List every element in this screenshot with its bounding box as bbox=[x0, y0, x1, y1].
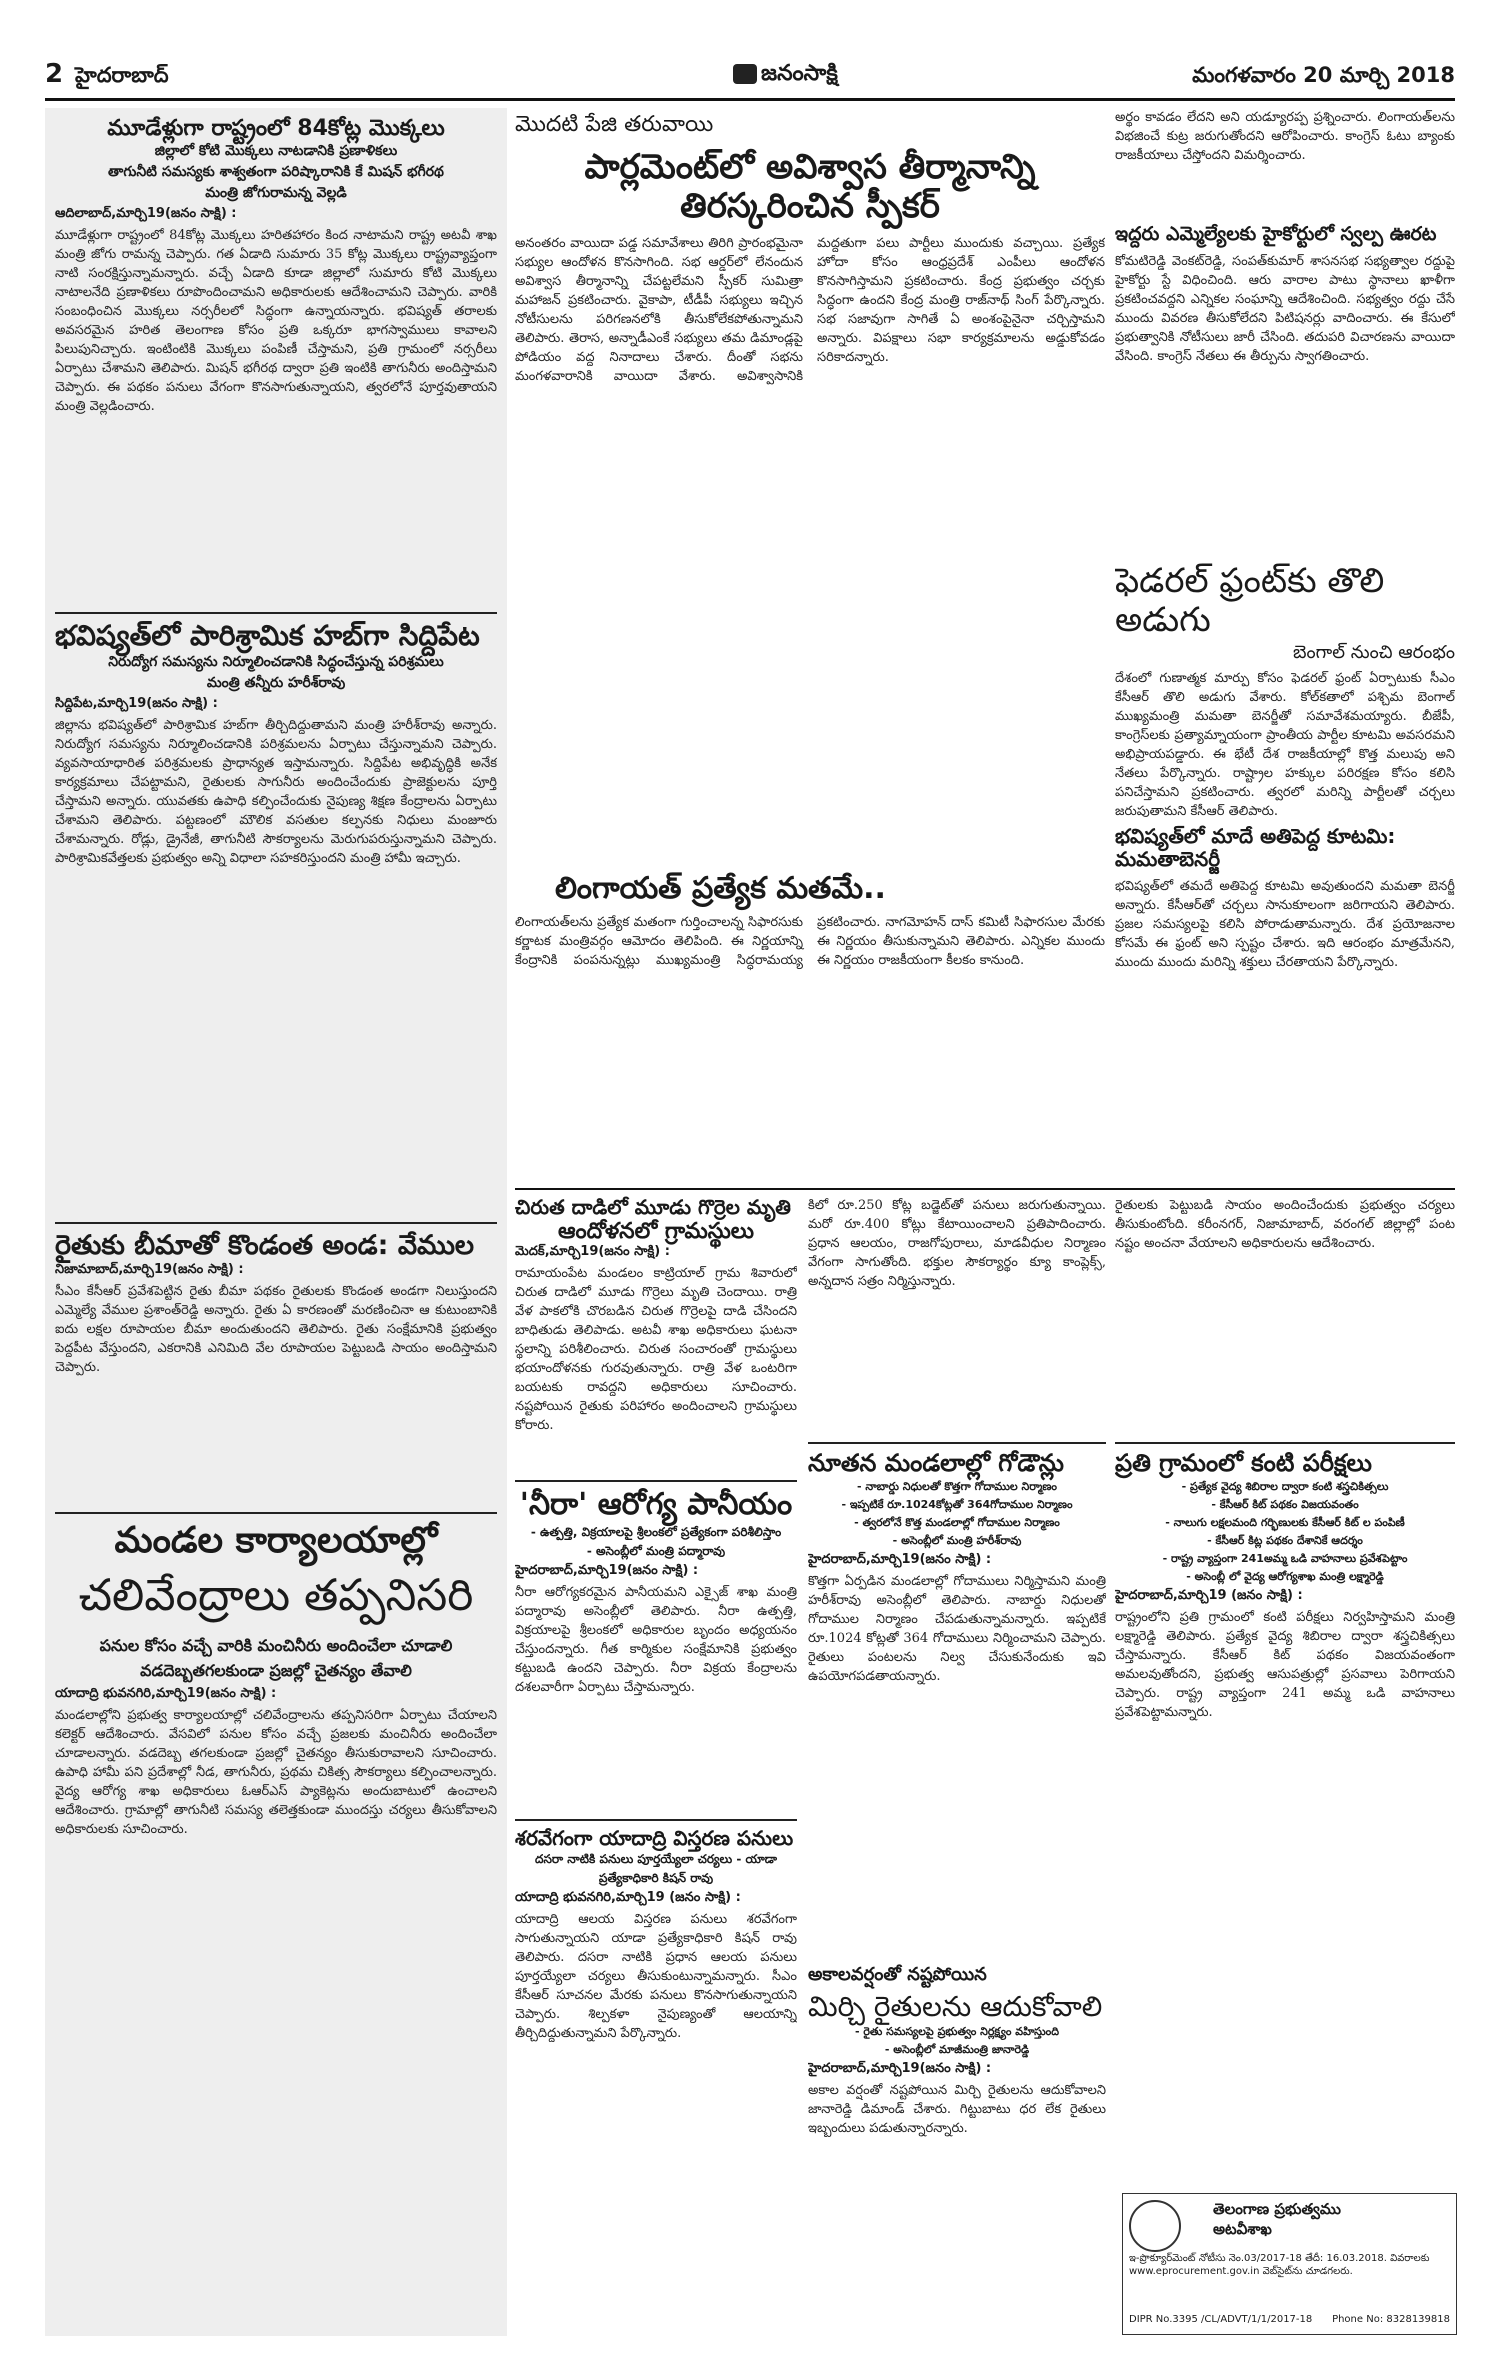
advert-department: అటవీశాఖ bbox=[1213, 2220, 1272, 2238]
godown-subhead2: - ఇప్పటికే రూ.1024కోట్లతో 364గోదాముల నిర్మాణం bbox=[841, 1497, 1073, 1511]
logo-text: జనంసాక్షి bbox=[761, 61, 838, 86]
eye-tests-headline: ప్రతి గ్రామంలో కంటి పరీక్షలు bbox=[1115, 1449, 1372, 1477]
government-advert bbox=[1122, 2193, 1457, 2335]
lingayat-headline: లింగాయత్ ప్రత్యేక మతమే.. bbox=[555, 871, 886, 907]
article1-dateline: ఆదిలాబాద్,మార్చి19(జనం సాక్షి) : bbox=[55, 206, 237, 222]
godown-subhead3: - త్వరలోనే కొత్త మండలాల్లో గోదాముల నిర్మాణం bbox=[854, 1515, 1060, 1529]
chili-subhead: - రైతు సమస్యలపై ప్రభుత్వం నిర్లక్ష్యం వహిస్తుంది bbox=[855, 2024, 1059, 2038]
lead-headline-line2: తిరస్కరించిన స్పీకర్ bbox=[680, 186, 940, 227]
divider bbox=[55, 1512, 497, 1514]
neera-body: నీరా ఆరోగ్యకరమైన పానీయమని ఎక్సైజ్ శాఖ మంత్రి పద్మారావు అసెంబ్లీలో తెలిపారు. నీరా ఉత్పత్తి, విక్రయాలపై శ్రీలంకలో అధికారుల బృందం అధ్యయనం చేస్తుందన్నారు. గీత కార్మికుల సంక్షేమానికి ప్రభుత్వం కట్టుబడి ఉందని చెప్పారు. నీరా విక్రయ కేంద్రాలను దశలవారీగా ఏర్పాటు చేస్తామన్నారు. bbox=[515, 1584, 797, 1695]
neera-dateline: హైదరాబాద్,మార్చి19(జనం సాక్షి) : bbox=[515, 1562, 699, 1578]
masthead-rule bbox=[45, 98, 1455, 101]
chili-dateline: హైదరాబాద్,మార్చి19(జనం సాక్షి) : bbox=[808, 2060, 992, 2076]
neera-headline: 'నీరా' ఆరోగ్య పానీయం bbox=[519, 1487, 793, 1523]
divider bbox=[1115, 1442, 1455, 1444]
eye-tests-subhead5: - రాష్ట్ర వ్యాప్తంగా 241అమ్మ ఒడి వాహనాలు ప్రవేశపెట్టాం bbox=[1162, 1551, 1408, 1565]
chili-headline: మిర్చి రైతులను ఆదుకోవాలి bbox=[808, 1989, 1103, 2023]
article2-subhead: నిరుద్యోగ సమస్యను నిర్మూలించడానికి సిద్ధంచేస్తున్న పరిశ్రమలు bbox=[108, 654, 444, 671]
yadadri-subhead: దసరా నాటికి పనులు పూర్తయ్యేలా చర్యలు - యాడా bbox=[534, 1851, 778, 1866]
advert-text: ఇ-ప్రొక్యూర్‌మెంట్ నోటీసు నెం.03/2017-18 తేదీ: 16.03.2018. వివరాలకు www.eprocurement.gov.in వెబ్‌సైట్‌ను చూడగలరు. bbox=[1129, 2253, 1430, 2277]
advert-reference: DIPR No.3395 /CL/ADVT/1/1/2017-18 bbox=[1129, 2314, 1313, 2325]
mamata-body: భవిష్యత్‌లో తమదే అతిపెద్ద కూటమి అవుతుందని మమతా బెనర్జీ అన్నారు. కేసీఆర్‌తో చర్చలు సానుకూలంగా జరిగాయని తెలిపారు. ప్రజల సమస్యలపై కలిసి పోరాడుతామన్నారు. దేశ ప్రయోజనాల కోసమే ఈ ఫ్రంట్ అని స్పష్టం చేశారు. ఇది ఆరంభం మాత్రమేనని, ముందు ముందు మరిన్ని శక్తులు చేరతాయని పేర్కొన్నారు. bbox=[1115, 879, 1455, 971]
divider bbox=[55, 1222, 497, 1224]
divider bbox=[515, 1480, 797, 1482]
article2-byline: మంత్రి తన్నీరు హరీశ్‌రావు bbox=[206, 675, 346, 692]
article4-headline-line2: చలివేంద్రాలు తప్పనిసరి bbox=[78, 1569, 474, 1621]
article3-dateline: నిజామాబాద్,మార్చి19(జనం సాక్షి) : bbox=[55, 1261, 244, 1277]
article4-headline-line1: మండల కార్యాలయాల్లో bbox=[114, 1519, 438, 1561]
article3-headline: రైతుకు బీమాతో కొండంత అండ: వేముల bbox=[55, 1230, 475, 1262]
leopard-subhead: ఆందోళనలో గ్రామస్థులు bbox=[557, 1219, 755, 1244]
mla-headline: ఇద్దరు ఎమ్మెల్యేలకు హైకోర్టులో స్వల్ప ఊరట bbox=[1115, 223, 1437, 245]
lead-headline-line1: పార్లమెంట్‌లో అవిశ్వాస తీర్మానాన్ని bbox=[584, 147, 1036, 187]
chili-byline: - అసెంబ్లీలో మాజీమంత్రి జానారెడ్డి bbox=[884, 2042, 1030, 2056]
leopard-headline: చిరుత దాడిలో మూడు గొర్రెల మృతి bbox=[515, 1196, 791, 1219]
article2-body: జిల్లాను భవిష్యత్‌లో పారిశ్రామిక హబ్‌గా తీర్చిదిద్దుతామని మంత్రి హరీశ్‌రావు అన్నారు. నిరుద్యోగ సమస్యను నిర్మూలించడానికి పరిశ్రమలను ఏర్పాటు చేస్తున్నామని చెప్పారు. వ్యవసాయాధారిత పరిశ్రమలకు ప్రాధాన్యత ఇస్తామన్నారు. సిద్దిపేట అభివృద్ధికి అనేక కార్యక్రమాలు చేపట్టామని, రైతులకు సాగునీరు అందించేందుకు ప్రాజెక్టులను పూర్తి చేస్తామని అన్నారు. యువతకు ఉపాధి కల్పించేందుకు నైపుణ్య శిక్షణ కేంద్రాలను ఏర్పాటు చేశామని తెలిపారు. పట్టణంలో మౌలిక వసతుల కల్పనకు నిధులు మంజూరు చేశామన్నారు. రోడ్లు, డ్రైనేజీ, తాగునీటి సౌకర్యాలను మెరుగుపరుస్తున్నామని చెప్పారు. పారిశ్రామికవేత్తలకు ప్రభుత్వం అన్ని విధాలా సహకరిస్తుందని మంత్రి హామీ ఇచ్చారు. bbox=[55, 718, 497, 867]
page-number: 2 bbox=[45, 59, 64, 89]
article4-body: మండలాల్లోని ప్రభుత్వ కార్యాలయాల్లో చలివేంద్రాలను తప్పనిసరిగా ఏర్పాటు చేయాలని కలెక్టర్ ఆదేశించారు. వేసవిలో పనుల కోసం వచ్చే ప్రజలకు మంచినీరు అందించేలా చూడాలన్నారు. వడదెబ్బ తగలకుండా ప్రజల్లో చైతన్యం తీసుకురావాలని సూచించారు. ఉపాధి హామీ పని ప్రదేశాల్లో నీడ, తాగునీరు, ప్రథమ చికిత్స సౌకర్యాలు కల్పించాలన్నారు. వైద్య ఆరోగ్య శాఖ అధికారులు ఓఆర్ఎస్ ప్యాకెట్లను అందుబాటులో ఉంచాలని ఆదేశించారు. గ్రామాల్లో తాగునీటి సమస్య తలెత్తకుండా ముందస్తు చర్యలు తీసుకోవాలని అధికారులకు సూచించారు. bbox=[55, 1707, 497, 1837]
article1-headline: మూడేళ్లుగా రాష్ట్రంలో 84కోట్ల మొక్కలు bbox=[107, 116, 445, 141]
neera-subhead: - ఉత్పత్తి, విక్రయాలపై శ్రీలంకలో ప్రత్యేకంగా పరిశీలిస్తాం bbox=[530, 1524, 782, 1539]
advert-title: తెలంగాణ ప్రభుత్వము bbox=[1213, 2200, 1341, 2218]
article3-body: సీఎం కేసీఆర్ ప్రవేశపెట్టిన రైతు బీమా పథకం రైతులకు కొండంత అండగా నిలుస్తుందని ఎమ్మెల్యే వేముల ప్రశాంత్‌రెడ్డి అన్నారు. రైతు ఏ కారణంతో మరణించినా ఆ కుటుంబానికి ఐదు లక్షల రూపాయల బీమా అందుతుందని తెలిపారు. రైతు సంక్షేమానికి ప్రభుత్వం పెద్దపీట వేస్తుందని, ఎకరానికి ఎనిమిది వేల రూపాయల పెట్టుబడి సాయం అందిస్తామని చెప్పారు. bbox=[55, 1283, 497, 1375]
masthead bbox=[45, 55, 1455, 95]
neera-byline: - అసెంబ్లీలో మంత్రి పద్మారావు bbox=[586, 1543, 726, 1558]
left-column bbox=[45, 108, 507, 2336]
lower-column-a bbox=[515, 1196, 797, 2336]
chili-body: అకాల వర్షంతో నష్టపోయిన మిర్చి రైతులను ఆదుకోవాలని జానారెడ్డి డిమాండ్ చేశారు. గిట్టుబాటు ధర లేక రైతులు ఇబ్బందులు పడుతున్నారన్నారు. bbox=[808, 2082, 1106, 2136]
right-top-column bbox=[1115, 108, 1455, 1188]
continued-body: కిలో రూ.250 కోట్ల బడ్జెట్‌తో పనులు జరుగుతున్నాయి. మరో రూ.400 కోట్లు కేటాయించాలని ప్రతిపాదించారు. ప్రధాన ఆలయం, రాజగోపురాలు, మాడవీధుల నిర్మాణం వేగంగా సాగుతోంది. భక్తుల సౌకర్యార్థం క్యూ కాంప్లెక్స్, అన్నదాన సత్రం నిర్మిస్తున్నారు. bbox=[808, 1198, 1106, 1289]
article4-subhead: పనుల కోసం వచ్చే వారికి మంచినీరు అందించేలా చూడాలి bbox=[99, 1635, 453, 1655]
continued-kicker: మొదటి పేజి తరువాయి bbox=[515, 112, 714, 137]
continued-body: అర్థం కావడం లేదని అని యడ్యూరప్ప ప్రశ్నించారు. లింగాయత్‌లను విభజించే కుట్ర జరుగుతోందని ఆరోపించారు. కాంగ్రెస్ ఓటు బ్యాంకు రాజకీయాలు చేస్తోందని విమర్శించారు. bbox=[1115, 110, 1455, 163]
godown-byline: - అసెంబ్లీలో మంత్రి హరీశ్‌రావు bbox=[892, 1533, 1022, 1547]
divider bbox=[515, 1819, 797, 1821]
article2-dateline: సిద్దిపేట,మార్చి19(జనం సాక్షి) : bbox=[55, 696, 218, 712]
lower-column-b bbox=[808, 1196, 1106, 2336]
paper-logo bbox=[733, 61, 838, 91]
leopard-body: రామాయంపేట మండలం కాట్రియాల్ గ్రామ శివారులో చిరుత దాడిలో మూడు గొర్రెలు మృతి చెందాయి. రాత్రి వేళ పాకలోకి చొరబడిన చిరుత గొర్రెలపై దాడి చేసిందని బాధితుడు తెలిపాడు. అటవీ శాఖ అధికారులు ఘటనా స్థలాన్ని పరిశీలించారు. చిరుత సంచారంతో గ్రామస్థులు భయాందోళనకు గురవుతున్నారు. రాత్రి వేళ ఒంటరిగా బయటకు రావద్దని అధికారులు సూచించారు. నష్టపోయిన రైతుకు పరిహారం అందించాలని గ్రామస్థులు కోరారు. bbox=[515, 1266, 797, 1434]
section-rule bbox=[515, 1188, 1455, 1190]
yadadri-byline: ప్రత్యేకాధికారి కిషన్ రావు bbox=[598, 1870, 714, 1885]
divider bbox=[808, 1442, 1106, 1444]
eye-tests-body: రాష్ట్రంలోని ప్రతి గ్రామంలో కంటి పరీక్షలు నిర్వహిస్తామని మంత్రి లక్ష్మారెడ్డి తెలిపారు. ప్రత్యేక వైద్య శిబిరాల ద్వారా శస్త్రచికిత్సలు చేస్తామన్నారు. కేసీఆర్ కిట్ పథకం విజయవంతంగా అమలవుతోందని, ప్రభుత్వ ఆసుపత్రుల్లో ప్రసవాలు పెరిగాయని చెప్పారు. రాష్ట్ర వ్యాప్తంగా 241 అమ్మ ఒడి వాహనాలు ప్రవేశపెట్టామన్నారు. bbox=[1115, 1609, 1455, 1720]
federal-front-body: దేశంలో గుణాత్మక మార్పు కోసం ఫెడరల్ ఫ్రంట్ ఏర్పాటుకు సీఎం కేసీఆర్ తొలి అడుగు వేశారు. కోల్‌కతాలో పశ్చిమ బెంగాల్ ముఖ్యమంత్రి మమతా బెనర్జీతో సమావేశమయ్యారు. బీజేపీ, కాంగ్రెస్‌లకు ప్రత్యామ్నాయంగా ప్రాంతీయ పార్టీల కూటమి అవసరమని అభిప్రాయపడ్డారు. ఈ భేటీ దేశ రాజకీయాల్లో కొత్త మలుపు అని నేతలు పేర్కొన్నారు. రాష్ట్రాల హక్కుల పరిరక్షణ కోసం కలిసి పనిచేస్తామని ప్రకటించారు. త్వరలో మరిన్ని పార్టీలతో చర్చలు జరుపుతామని కేసీఆర్ తెలిపారు. bbox=[1115, 671, 1455, 820]
article4-subhead2: వడదెబ్బతగలకుండా ప్రజల్లో చైతన్యం తేవాలి bbox=[140, 1660, 412, 1680]
eye-tests-byline: - అసెంబ్లీ లో వైద్య ఆరోగ్యశాఖ మంత్రి లక్ష్మారెడ్డి bbox=[1186, 1569, 1384, 1583]
article1-byline: మంత్రి జోగురామన్న వెల్లడి bbox=[205, 185, 347, 202]
lead-body: అనంతరం వాయిదా పడ్డ సమావేశాలు తిరిగి ప్రారంభమైనా సభ్యుల ఆందోళన కొనసాగింది. సభ ఆర్డర్‌లో లేనందున అవిశ్వాస తీర్మానాన్ని చేపట్టలేమని స్పీకర్ సుమిత్రా మహాజన్ ప్రకటించారు. వైకాపా, టీడీపీ సభ్యులు ఇచ్చిన నోటీసులను పరిగణనలోకి తీసుకోలేకపోతున్నామని తెలిపారు. తెరాస, అన్నాడీఎంకే సభ్యులు తమ డిమాండ్లపై పోడియం వద్ద నినాదాలు చేశారు. దీంతో సభను మంగళవారానికి వాయిదా వేశారు. అవిశ్వాసానికి మద్దతుగా పలు పార్టీలు ముందుకు వచ్చాయి. ప్రత్యేక హోదా కోసం ఆంధ్రప్రదేశ్ ఎంపీలు ఆందోళన కొనసాగిస్తామని ప్రకటించారు. కేంద్ర ప్రభుత్వం చర్చకు సిద్ధంగా ఉందని కేంద్ర మంత్రి రాజ్‌నాథ్ సింగ్ పేర్కొన్నారు. సభ సజావుగా సాగితే ఏ అంశంపైనైనా చర్చిస్తామని అన్నారు. విపక్షాలు సభా కార్యక్రమాలను అడ్డుకోవడం సరికాదన్నారు. bbox=[515, 236, 1105, 385]
godown-headline: నూతన మండలాల్లో గోడౌన్లు bbox=[808, 1449, 1064, 1477]
eye-tests-subhead: - ప్రత్యేక వైద్య శిబిరాల ద్వారా కంటి శస్త్రచికిత్సలు bbox=[1181, 1479, 1389, 1493]
yadadri-dateline: యాదాద్రి భువనగిరి,మార్చి19 (జనం సాక్షి) : bbox=[515, 1889, 741, 1905]
lingayat-body: లింగాయత్‌లను ప్రత్యేక మతంగా గుర్తించాలన్న సిఫారసుకు కర్ణాటక మంత్రివర్గం ఆమోదం తెలిపింది. ఈ నిర్ణయాన్ని కేంద్రానికి పంపనున్నట్లు ముఖ్యమంత్రి సిద్ధరామయ్య ప్రకటించారు. నాగమోహన్ దాస్ కమిటీ సిఫారసుల మేరకు ఈ నిర్ణయం తీసుకున్నామని తెలిపారు. ఎన్నికల ముందు ఈ నిర్ణయం రాజకీయంగా కీలకం కానుంది. bbox=[515, 914, 1105, 968]
leopard-dateline: మెదక్,మార్చి19(జనం సాక్షి) : bbox=[515, 1244, 670, 1260]
eye-tests-dateline: హైదరాబాద్,మార్చి19 (జనం సాక్షి) : bbox=[1115, 1587, 1303, 1603]
article1-subhead2: తాగునీటి సమస్యకు శాశ్వతంగా పరిష్కారానికి కే మిషన్ భగీరథ bbox=[108, 164, 444, 181]
mla-body: కోమటిరెడ్డి వెంకట్‌రెడ్డి, సంపత్‌కుమార్ శాసనసభ సభ్యత్వాల రద్దుపై హైకోర్టు స్టే విధించింది. ఆరు వారాల పాటు స్థానాలు ఖాళీగా ప్రకటించవద్దని ఎన్నికల సంఘాన్ని ఆదేశించింది. సభ్యత్వం రద్దు చేసే ముందు వివరణ తీసుకోలేదని పిటిషనర్లు వాదించారు. ఈ కేసులో ప్రభుత్వానికి నోటీసులు జారీ చేసింది. తదుపరి విచారణను వాయిదా వేసింది. కాంగ్రెస్ నేతలు ఈ తీర్పును స్వాగతించారు. bbox=[1115, 253, 1455, 364]
godown-subhead: - నాబార్డు నిధులతో కొత్తగా గోదాముల నిర్మాణం bbox=[856, 1479, 1057, 1493]
logo-mark-icon bbox=[733, 64, 757, 84]
article2-headline: భవిష్యత్‌లో పారిశ్రామిక హబ్‌గా సిద్దిపేట bbox=[55, 619, 480, 653]
chili-kicker: అకాలవర్షంతో నష్టపోయిన bbox=[808, 1963, 987, 1985]
federal-front-headline: ఫెడరల్ ఫ్రంట్‌కు తొలి అడుగు bbox=[1115, 560, 1385, 640]
eye-tests-subhead4: - కేసీఆర్ కిట్ల పథకం దేశానికే ఆదర్శం bbox=[1207, 1533, 1363, 1547]
yadadri-headline: శరవేగంగా యాదాద్రి విస్తరణ పనులు bbox=[515, 1825, 794, 1850]
eye-tests-subhead3: - నాలుగు లక్షలమంది గర్భిణులకు కేసీఆర్ కిట్ ల పంపిణీ bbox=[1165, 1515, 1405, 1529]
advert-phone: Phone No: 8328139818 bbox=[1332, 2314, 1450, 2325]
lead-story bbox=[515, 108, 1105, 1188]
farm-body: రైతులకు పెట్టుబడి సాయం అందించేందుకు ప్రభుత్వం చర్యలు తీసుకుంటోంది. కరీంనగర్, నిజామాబాద్, వరంగల్ జిల్లాల్లో పంట నష్టం అంచనా వేయాలని అధికారులను ఆదేశించారు. bbox=[1115, 1198, 1455, 1251]
edition-place: హైదరాబాద్ bbox=[75, 63, 169, 87]
mamata-headline: భవిష్యత్‌లో మాదే అతిపెద్ద కూటమి: మమతాబెనర్జీ bbox=[1115, 824, 1396, 872]
yadadri-body: యాదాద్రి ఆలయ విస్తరణ పనులు శరవేగంగా సాగుతున్నాయని యాడా ప్రత్యేకాధికారి కిషన్ రావు తెలిపారు. దసరా నాటికి ప్రధాన ఆలయ పనులు పూర్తయ్యేలా చర్యలు తీసుకుంటున్నామన్నారు. సీఎం కేసీఆర్ సూచనల మేరకు పనులు కొనసాగుతున్నాయని చెప్పారు. శిల్పకళా నైపుణ్యంతో ఆలయాన్ని తీర్చిదిద్దుతున్నామని పేర్కొన్నారు. bbox=[515, 1911, 797, 2041]
eye-tests-subhead2: - కేసీఆర్ కిట్ పథకం విజయవంతం bbox=[1211, 1497, 1359, 1511]
lower-column-c bbox=[1115, 1196, 1455, 2186]
divider bbox=[55, 612, 497, 614]
godown-dateline: హైదరాబాద్,మార్చి19(జనం సాక్షి) : bbox=[808, 1551, 992, 1567]
article1-body: మూడేళ్లుగా రాష్ట్రంలో 84కోట్ల మొక్కలు హరితహారం కింద నాటామని రాష్ట్ర అటవీ శాఖ మంత్రి జోగు రామన్న చెప్పారు. గత ఏడాది సుమారు 35 కోట్ల మొక్కలు రాష్ట్రవ్యాప్తంగా నాటి సంరక్షిస్తున్నామన్నారు. వచ్చే ఏడాది కూడా జిల్లాలో సుమారు కోటి మొక్కలు నాటాలనేది ప్రణాళికలు రూపొందించామని అధికారులకు ఆదేశించామని చెప్పారు. వారికి సంబంధించిన మొక్కలు నర్సరీలలో సిద్ధంగా ఉన్నాయన్నారు. భవిష్యత్ తరాలకు అవసరమైన హరిత తెలంగాణ కోసం ప్రతి ఒక్కరూ భాగస్వాములు కావాలని పిలుపునిచ్చారు. ఇంటింటికి మొక్కలు పంపిణీ చేస్తామని, ప్రతి గ్రామంలో నర్సరీలు ఏర్పాటు చేశామని తెలిపారు. మిషన్ భగీరథ ద్వారా ప్రతి ఇంటికి తాగునీరు అందిస్తామని చెప్పారు. ఈ పథకం పనులు వేగంగా కొనసాగుతున్నాయని, త్వరలోనే పూర్తవుతాయని మంత్రి వెల్లడించారు. bbox=[55, 228, 497, 415]
government-seal-icon bbox=[1129, 2200, 1181, 2252]
edition-date: మంగళవారం 20 మార్చి 2018 bbox=[1192, 63, 1455, 87]
godown-body: కొత్తగా ఏర్పడిన మండలాల్లో గోదాములు నిర్మిస్తామని మంత్రి హరీశ్‌రావు అసెంబ్లీలో తెలిపారు. నాబార్డు నిధులతో గోదాముల నిర్మాణం చేపడుతున్నామన్నారు. ఇప్పటికే రూ.1024 కోట్లతో 364 గోదాములు నిర్మించామని చెప్పారు. రైతులు పంటలను నిల్వ చేసుకునేందుకు ఇవి ఉపయోగపడతాయన్నారు. bbox=[808, 1573, 1106, 1684]
article1-subhead: జిల్లాలో కోటి మొక్కలు నాటడానికి ప్రణాళికలు bbox=[154, 143, 398, 160]
article4-dateline: యాదాద్రి భువనగిరి,మార్చి19(జనం సాక్షి) : bbox=[55, 1685, 277, 1701]
federal-front-subhead: బెంగాల్ నుంచి ఆరంభం bbox=[1293, 642, 1455, 664]
